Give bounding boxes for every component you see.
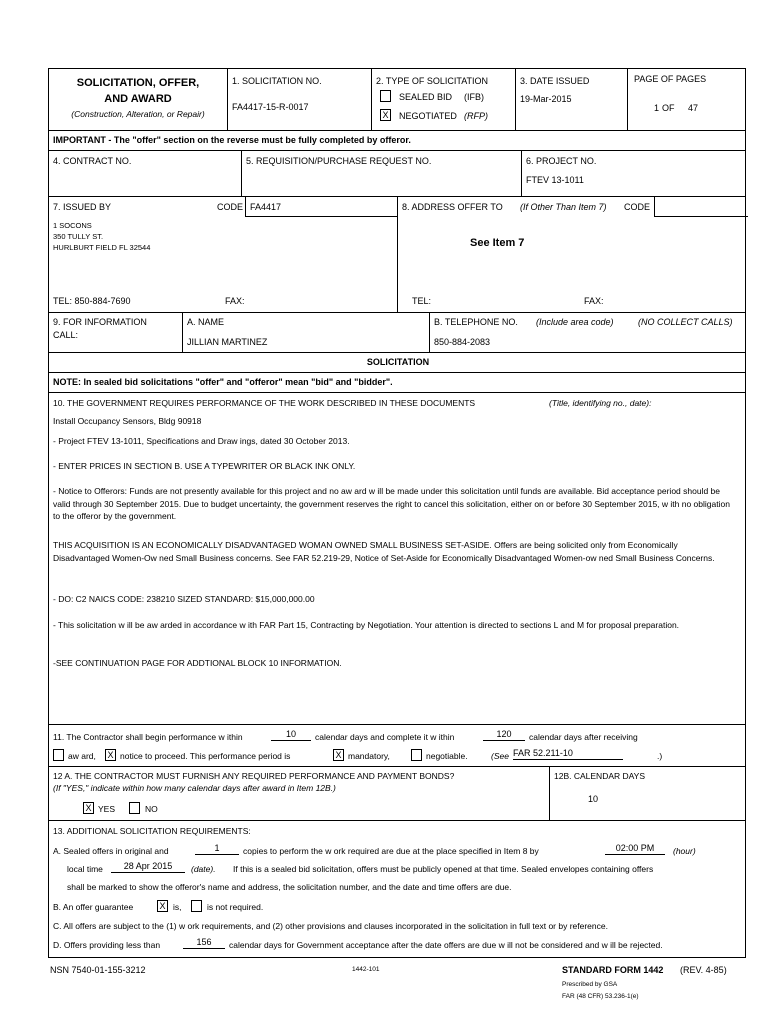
address-offer-to-code-label: CODE	[624, 202, 651, 212]
sealed-bid-note: NOTE: In sealed bid solicitations "offer" and "offeror" mean "bid" and "bidder".	[53, 377, 393, 387]
bonds-label: 12 A. THE CONTRACTOR MUST FURNISH ANY REQUIRED PERFORMANCE AND PAYMENT BONDS?	[53, 771, 455, 781]
contact-phone-value[interactable]: 850-884-2083	[434, 337, 491, 347]
negotiated-checkbox[interactable]: X	[380, 109, 391, 121]
solicitation-no-label: 1. SOLICITATION NO.	[232, 76, 322, 86]
calendar-days-value[interactable]: 10	[588, 794, 599, 804]
item12-row	[49, 767, 745, 821]
see-close: .)	[657, 751, 663, 761]
item10-naics-line: - DO: C2 NAICS CODE: 238210 SIZED STANDARD: $15,000,000.00	[53, 594, 315, 604]
address-offer-to-label: 8. ADDRESS OFFER TO	[402, 202, 503, 212]
issued-by-code-box	[245, 197, 397, 217]
nsn-number: NSN 7540-01-155-3212	[50, 965, 146, 975]
item13b-text1: B. An offer guarantee	[53, 902, 134, 912]
mandatory-checkbox[interactable]: X	[333, 749, 344, 761]
guarantee-is-checkbox[interactable]: X	[157, 900, 168, 912]
important-row	[49, 131, 745, 151]
contact-name-label: A. NAME	[187, 317, 225, 327]
solicitation-heading-row	[49, 353, 745, 373]
issuer-tel: TEL: 850-884-7690	[53, 296, 131, 306]
total-pages: 47	[688, 103, 699, 113]
item10-row	[49, 393, 745, 725]
header-row	[49, 69, 745, 131]
notice-to-proceed-label: notice to proceed. This performance period is	[120, 751, 291, 761]
contact-phone-note2: (NO COLLECT CALLS)	[638, 317, 733, 327]
item10-award-paragraph: - This solicitation w ill be aw arded in accordance w ith FAR Part 15, Contracting by Negotiation. Your attention is directed to sections L and M for proposal preparation.	[53, 620, 680, 630]
issuer-fax: FAX:	[225, 296, 245, 306]
bonds-note: (If "YES," indicate within how many calendar days after award in Item 12B.)	[53, 783, 336, 793]
item13a-hour: (hour)	[673, 846, 696, 856]
requisition-label: 5. REQUISITION/PURCHASE REQUEST NO.	[246, 156, 432, 166]
form-subtitle: (Construction, Alteration, or Repair)	[71, 109, 205, 119]
offer-to-tel: TEL:	[412, 296, 432, 306]
bonds-no-checkbox[interactable]	[129, 802, 140, 814]
item10-label: 10. THE GOVERNMENT REQUIRES PERFORMANCE OF THE WORK DESCRIBED IN THESE DOCUMENTS	[53, 398, 476, 408]
solicitation-type-cell	[371, 69, 515, 130]
page-of-pages-cell	[627, 69, 747, 130]
solicitation-heading: SOLICITATION	[366, 357, 430, 367]
issued-by-code-value[interactable]: FA4417	[250, 202, 282, 212]
sealed-bid-label: SEALED BID	[399, 92, 453, 102]
far-reference: FAR 52.211-10	[513, 748, 623, 760]
item13a-text6: shall be marked to show the offeror's name and address, the solicitation number, and the date and time offers are due.	[67, 882, 512, 892]
issued-by-cell	[49, 197, 397, 312]
negotiable-checkbox[interactable]	[411, 749, 422, 761]
item13d-text1: D. Offers providing less than	[53, 940, 161, 950]
form-code: 1442-101	[352, 966, 380, 973]
solicitation-no-value[interactable]: FA4417-15-R-0017	[232, 102, 309, 112]
form-revision: (REV. 4-85)	[680, 965, 727, 975]
contract-no-cell	[49, 151, 241, 196]
sealed-bid-checkbox[interactable]	[380, 90, 391, 102]
item11-row	[49, 725, 745, 767]
contact-phone-label: B. TELEPHONE NO.	[434, 317, 518, 327]
info-call-cell	[49, 313, 182, 352]
far-citation: FAR (48 CFR) 53.236-1(e)	[562, 993, 639, 1000]
notice-to-proceed-checkbox[interactable]: X	[105, 749, 116, 761]
item13d-text2: calendar days for Government acceptance after the date offers are due w ill not be considered and w ill be rejected.	[229, 940, 663, 950]
item10-prices-line: - ENTER PRICES IN SECTION B. USE A TYPEWRITER OR BLACK INK ONLY.	[53, 461, 356, 471]
prescribed-by: Prescribed by GSA	[562, 981, 618, 988]
issued-by-code-label: CODE	[217, 202, 244, 212]
contract-row	[49, 151, 745, 197]
item11-text3: calendar days after receiving	[529, 732, 638, 742]
calendar-days-label: 12B. CALENDAR DAYS	[554, 771, 646, 781]
project-no-cell	[521, 151, 747, 196]
negotiated-label: NEGOTIATED	[399, 111, 457, 121]
mandatory-label: mandatory,	[348, 751, 390, 761]
issuer-address-line1: 1 SOCONS	[53, 221, 92, 230]
project-no-label: 6. PROJECT NO.	[526, 156, 597, 166]
issued-by-label: 7. ISSUED BY	[53, 202, 112, 212]
solicitation-no-cell	[227, 69, 371, 130]
bonds-no-label: NO	[145, 804, 158, 814]
item13a-text5: If this is a sealed bid solicitation, offers must be publicly opened at that time. Sealed envelopes containing offers	[233, 864, 654, 874]
address-offer-to-cell	[397, 197, 747, 312]
guarantee-not-label: is not required.	[207, 902, 264, 912]
page-of-pages-label: PAGE OF PAGES	[634, 74, 707, 84]
form-title-cell	[49, 69, 227, 130]
item13a-text3: local time	[67, 864, 103, 874]
negotiated-abbr: (RFP)	[464, 111, 488, 121]
bonds-yes-checkbox[interactable]: X	[83, 802, 94, 814]
item13c-text: C. All offers are subject to the (1) w ork requirements, and (2) other provisions and clauses incorporated in the solicitation in full text or by reference.	[53, 921, 608, 931]
item10-label-note: (Title, identifying no., date):	[549, 398, 652, 408]
item11-text1: 11. The Contractor shall begin performance w ithin	[53, 732, 243, 742]
item10-project-line: - Project FTEV 13-1011, Specifications and Draw ings, dated 30 October 2013.	[53, 436, 350, 446]
item11-text2: calendar days and complete it w ithin	[315, 732, 455, 742]
contact-phone-note1: (Include area code)	[536, 317, 614, 327]
item13a-date[interactable]: 28 Apr 2015	[111, 861, 185, 873]
bonds-yes-label: YES	[98, 804, 116, 814]
form-title-line2: AND AWARD	[104, 93, 172, 105]
item13a-time[interactable]: 02:00 PM	[605, 843, 665, 855]
calendar-days-cell	[549, 767, 747, 820]
page-of-text: OF	[662, 103, 675, 113]
item11-start-days[interactable]: 10	[271, 729, 311, 741]
item10-title: Install Occupancy Sensors, Bldg 90918	[53, 416, 202, 426]
contact-phone-cell	[429, 313, 747, 352]
important-note: IMPORTANT - The "offer" section on the reverse must be fully completed by offeror.	[53, 135, 411, 145]
note-row	[49, 373, 745, 393]
item11-complete-days[interactable]: 120	[483, 729, 525, 741]
requisition-cell	[241, 151, 521, 196]
date-issued-value[interactable]: 19-Mar-2015	[520, 94, 572, 104]
negotiable-label: negotiable.	[426, 751, 468, 761]
see-item-text: See Item 7	[470, 237, 525, 249]
information-row	[49, 313, 745, 353]
issued-by-row	[49, 197, 745, 313]
item13a-text1: A. Sealed offers in original and	[53, 846, 169, 856]
project-no-value[interactable]: FTEV 13-1011	[526, 175, 584, 185]
sealed-bid-abbr: (IFB)	[464, 92, 484, 102]
contract-no-label: 4. CONTRACT NO.	[53, 156, 132, 166]
page-number: 1	[654, 103, 660, 113]
info-call-label1: 9. FOR INFORMATION	[53, 317, 147, 327]
address-offer-to-code-box[interactable]	[654, 197, 748, 217]
award-label: aw ard,	[68, 751, 96, 761]
award-checkbox[interactable]	[53, 749, 64, 761]
info-call-label2: CALL:	[53, 330, 79, 340]
bonds-cell	[49, 767, 549, 820]
item13d-days[interactable]: 156	[183, 937, 225, 949]
guarantee-not-checkbox[interactable]	[191, 900, 202, 912]
contact-name-value[interactable]: JILLIAN MARTINEZ	[187, 337, 268, 347]
item10-notice-paragraph: - Notice to Offerors: Funds are not presently available for this project and no aw ard w ill be made under this solicitation until funds are available. Bid acceptance period should be valid through 30 September 2015. Due to budget uncertainty, the government reserves the right to cancel this solicitation, either on or before 30 September 2015, w ith no obligation to the offeror by the government.	[53, 486, 730, 521]
form-title-line1: SOLICITATION, OFFER,	[76, 77, 200, 89]
item13a-copies[interactable]: 1	[195, 843, 239, 855]
address-offer-to-note: (If Other Than Item 7)	[520, 202, 607, 212]
sf1442-form	[48, 68, 746, 958]
guarantee-is-label: is,	[173, 902, 182, 912]
item13a-date-label: (date).	[191, 864, 216, 874]
see-label: (See	[491, 751, 509, 761]
item10-setaside-paragraph: THIS ACQUISITION IS AN ECONOMICALLY DISADVANTAGED WOMAN OWNED SMALL BUSINESS SET-ASIDE. Offers are being solicited only from Economically Disadvantaged Women-Ow ned Small Business concerns. See FAR 52.219-29, Notice of Set-Aside for Economically Disadvantaged Women-ow ned Small Business Concerns.	[53, 540, 715, 563]
offer-to-fax: FAX:	[584, 296, 604, 306]
issuer-address-line2: 350 TULLY ST.	[53, 232, 104, 241]
date-issued-cell	[515, 69, 627, 130]
solicitation-type-label: 2. TYPE OF SOLICITATION	[376, 76, 489, 86]
issuer-address-line3: HURLBURT FIELD FL 32544	[53, 243, 151, 252]
date-issued-label: 3. DATE ISSUED	[520, 76, 590, 86]
item10-continuation-line: -SEE CONTINUATION PAGE FOR ADDTIONAL BLOCK 10 INFORMATION.	[53, 658, 342, 668]
standard-form-label: STANDARD FORM 1442	[562, 965, 664, 975]
item13-label: 13. ADDITIONAL SOLICITATION REQUIREMENTS:	[53, 826, 251, 836]
contact-name-cell	[182, 313, 429, 352]
item13a-text2: copies to perform the w ork required are due at the place specified in Item 8 by	[243, 846, 539, 856]
item13-row	[49, 821, 745, 959]
